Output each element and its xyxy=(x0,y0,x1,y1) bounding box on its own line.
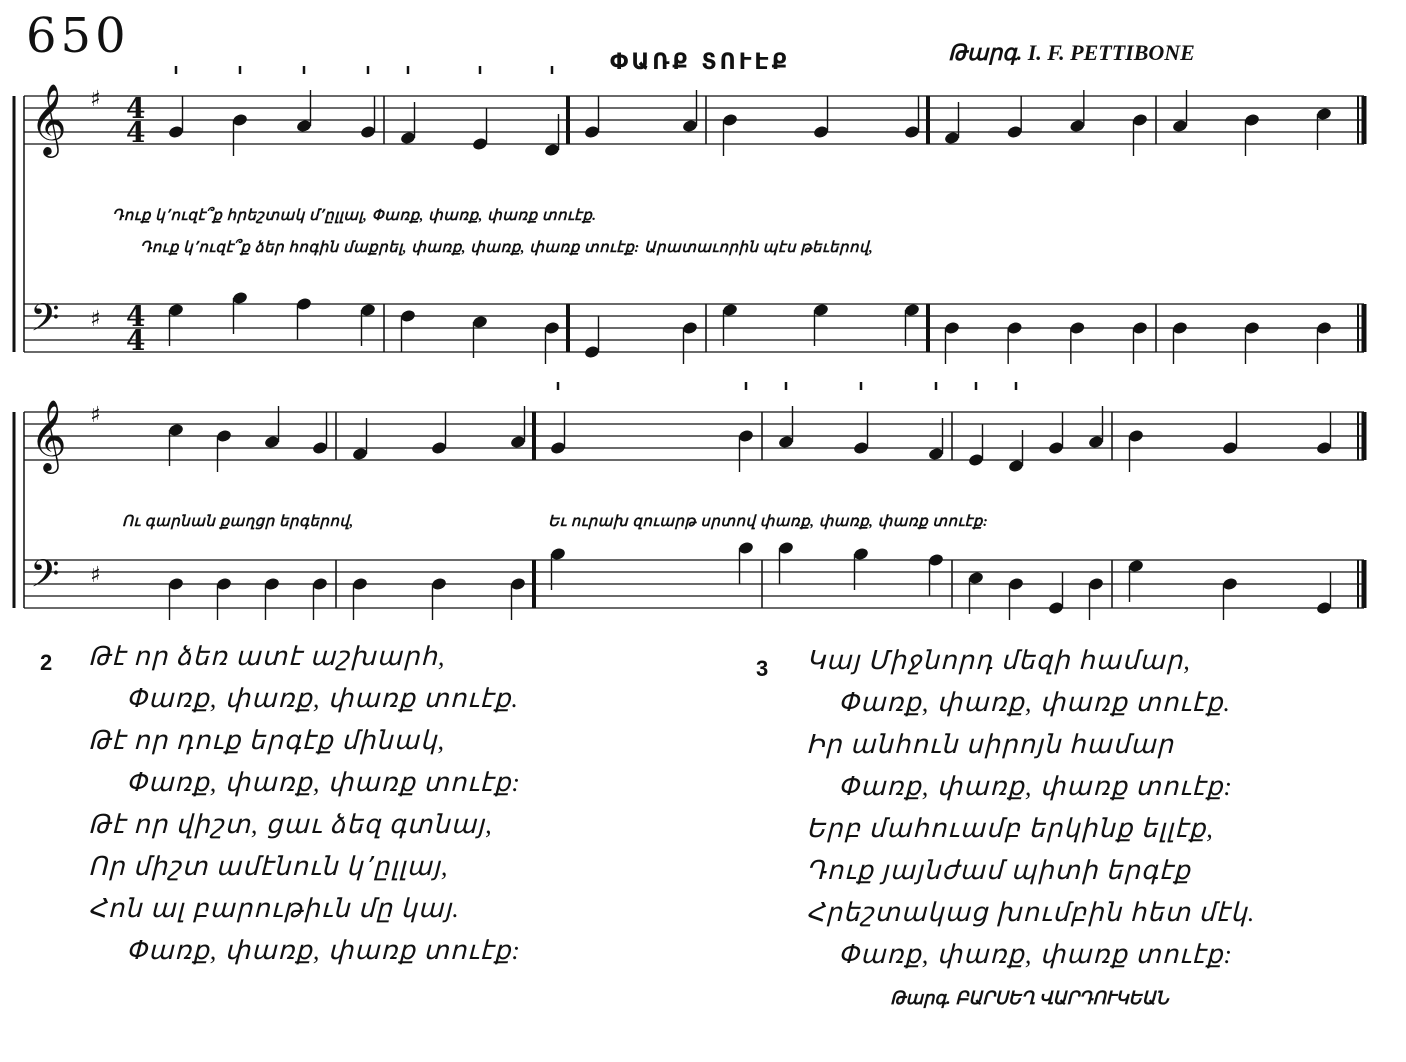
verse-line: Թէ որ դուք երգէք մինակ, xyxy=(88,726,445,755)
bass-clef-icon: 𝄢 xyxy=(30,551,60,605)
verse-line: Թէ որ վիշտ, ցաւ ձեզ գտնայ, xyxy=(88,810,493,839)
verse-line: Որ միշտ ամէնուն կ՚ըլլայ, xyxy=(88,852,449,881)
verse-line: Թէ որ ձեռ ատէ աշխարհ, xyxy=(88,642,446,671)
verse-line: Իր անհուն սիրոյն համար xyxy=(806,730,1175,759)
sharp-icon: ♯ xyxy=(90,403,101,428)
verse-line: Փառք, փառք, փառք տուէք: xyxy=(126,768,522,797)
lyric-line: Եւ ուրախ զուարթ սրտով փառք, փառք, փառք տուէք: xyxy=(548,514,989,530)
treble-clef-icon: 𝄞 xyxy=(30,82,67,155)
treble-clef-icon: 𝄞 xyxy=(30,398,67,471)
hymn-number: 650 xyxy=(26,8,130,64)
hymn-title: ՓԱՌՔ ՏՈՒԷՔ xyxy=(610,50,791,75)
score-layer xyxy=(14,66,1364,620)
time-signature-digit: 4 xyxy=(126,300,146,333)
translator-credit-bottom: Թարգ. ԲԱՐՍԵՂ ՎԱՐԴՈՒԿԵԱՆ xyxy=(890,988,1169,1008)
verse-line: Երբ մահուամբ երկինք ելլէք, xyxy=(806,814,1214,843)
lyric-line: Դուք կ՚ուզէ՞ք ձեր հոգին մաքրել, փառք, փառք, փառք տուէք: Արատաւորին պէս թեւերով, xyxy=(140,240,874,256)
verse-line: Փառք, փառք, փառք տուէք. xyxy=(126,684,519,713)
verse-line: Հոն ալ բարութիւն մը կայ. xyxy=(88,894,460,923)
sharp-icon: ♯ xyxy=(90,563,101,588)
verse-line: Փառք, փառք, փառք տուէք: xyxy=(126,936,522,965)
sharp-icon: ♯ xyxy=(90,87,101,112)
time-signature-digit: 4 xyxy=(126,116,146,149)
translator-credit-top: Թարգ. I. F. PETTIBONE xyxy=(948,40,1195,65)
verse-line: Հրեշտակաց խումբին հետ մէկ. xyxy=(806,898,1256,927)
bass-clef-icon: 𝄢 xyxy=(30,295,60,349)
verse-line: Փառք, փառք, փառք տուէք: xyxy=(838,940,1234,969)
time-signature-digit: 4 xyxy=(126,324,146,357)
verse-line: Կայ Միջնորդ մեզի համար, xyxy=(806,646,1191,675)
verse-line: Դուք յայնժամ պիտի երգէք xyxy=(806,856,1191,885)
verse-line: Փառք, փառք, փառք տուէք. xyxy=(838,688,1231,717)
verse-line: Փառք, փառք, փառք տուէք: xyxy=(838,772,1234,801)
lyric-line: Ու գարնան քաղցր երգերով, xyxy=(122,514,354,530)
sharp-icon: ♯ xyxy=(90,307,101,332)
lyric-line: Դուք կ՚ուզէ՞ք հրեշտակ մ՚ըլլալ, Փառք, փառք, փառք տուէք. xyxy=(112,208,597,224)
verse-number: 2 xyxy=(40,650,53,675)
time-signature-digit: 4 xyxy=(126,92,146,125)
verse-number: 3 xyxy=(756,656,769,681)
